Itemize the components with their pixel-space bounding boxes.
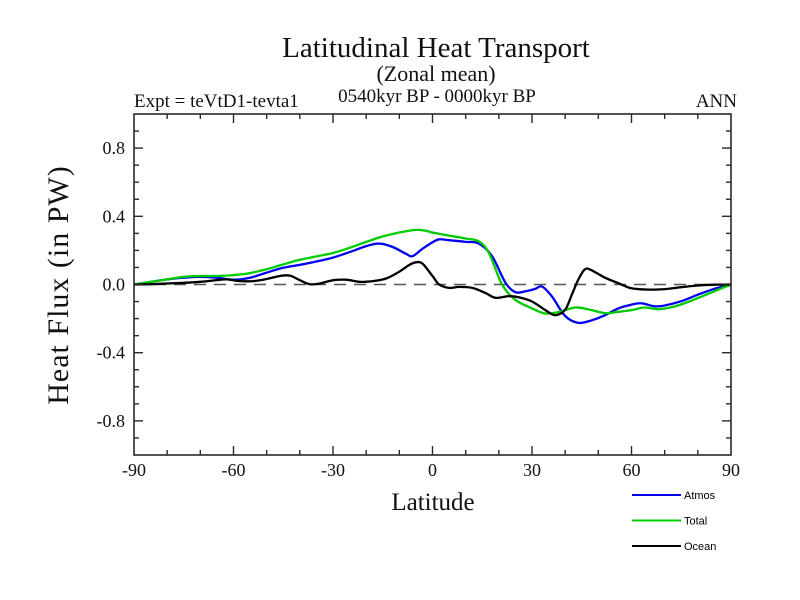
x-axis-ticks bbox=[122, 114, 740, 480]
chart-period: 0540kyr BP - 0000kyr BP bbox=[338, 86, 536, 107]
x-tick-label: 90 bbox=[722, 460, 740, 480]
x-tick-label: -90 bbox=[122, 460, 146, 480]
legend-item-atmos bbox=[632, 490, 716, 502]
x-tick-label: 0 bbox=[428, 460, 437, 480]
y-tick-label: 0.4 bbox=[102, 206, 125, 227]
legend-label: Atmos bbox=[684, 490, 716, 502]
x-tick-label: 30 bbox=[523, 460, 541, 480]
experiment-label: Expt = teVtD1-tevta1 bbox=[134, 91, 299, 112]
x-tick-label: -30 bbox=[321, 460, 345, 480]
legend-label: Ocean bbox=[684, 541, 717, 553]
legend-label: Total bbox=[684, 515, 708, 528]
x-tick-label: -60 bbox=[221, 460, 246, 480]
x-tick-label: 60 bbox=[622, 460, 641, 480]
y-tick-label: 0.0 bbox=[102, 274, 125, 295]
data-curves bbox=[134, 230, 731, 323]
y-axis-title: Heat Flux (in PW) bbox=[42, 165, 75, 405]
chart-title: Latitudinal Heat Transport bbox=[282, 32, 590, 64]
y-tick-label: -0.4 bbox=[96, 342, 125, 363]
y-tick-label: 0.8 bbox=[102, 138, 125, 159]
season-label: ANN bbox=[695, 91, 737, 112]
legend-item-ocean bbox=[632, 541, 716, 553]
y-tick-label: -0.8 bbox=[96, 410, 125, 431]
legend-item-total bbox=[632, 516, 707, 528]
chart-subtitle: (Zonal mean) bbox=[376, 61, 496, 86]
legend bbox=[632, 490, 716, 553]
x-axis-title: Latitude bbox=[391, 489, 475, 516]
curve-atmos bbox=[134, 239, 731, 323]
